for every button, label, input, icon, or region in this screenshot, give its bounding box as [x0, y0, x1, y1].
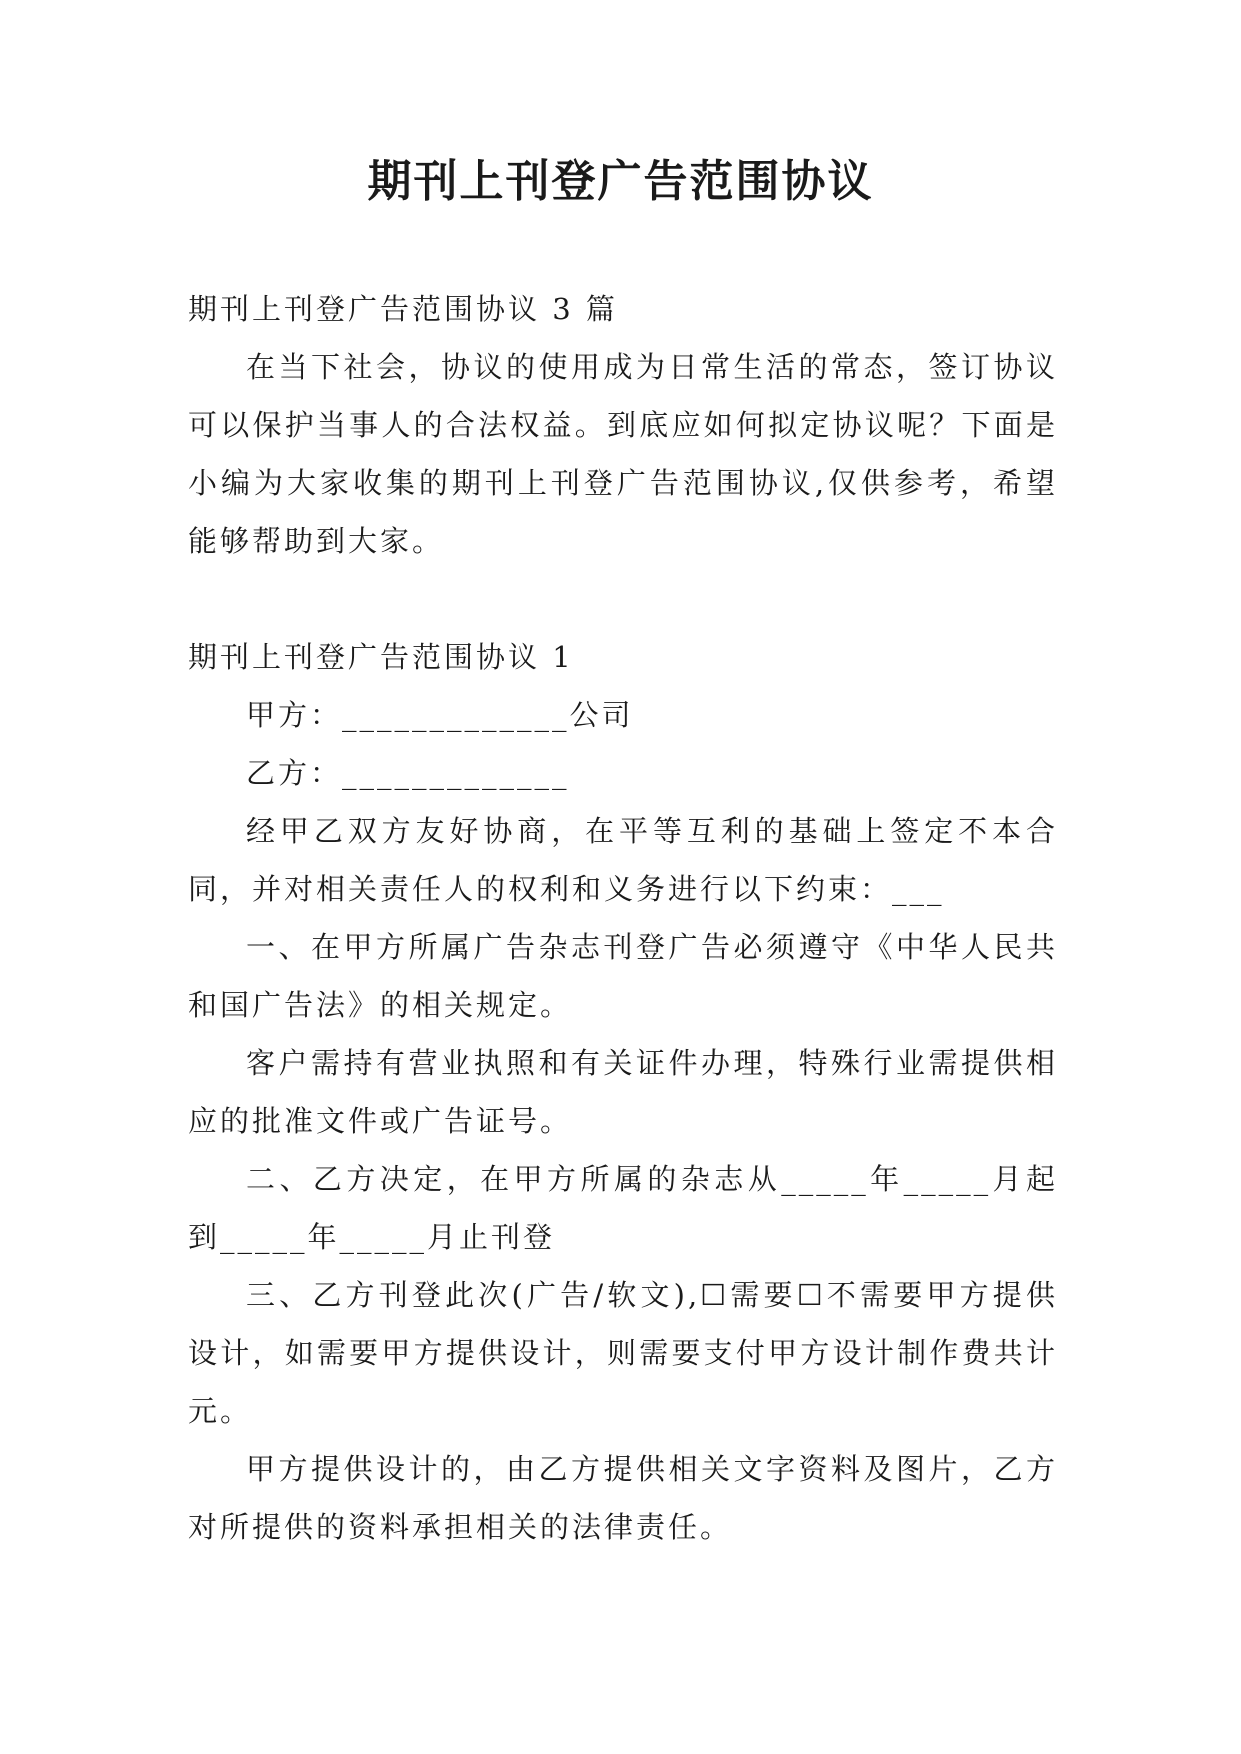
party-a-line: 甲方：_____________公司 — [246, 698, 634, 732]
section-spacer — [188, 570, 1058, 628]
license-paragraph: 客户需持有营业执照和有关证件办理，特殊行业需提供相应的批准文件或广告证号。 — [188, 1046, 1058, 1138]
intro-paragraph: 在当下社会，协议的使用成为日常生活的常态，签订协议可以保护当事人的合法权益。到底应如何拟定协议呢？下面是小编为大家收集的期刊上刊登广告范围协议,仅供参考，希望能够帮助到大家。 — [188, 350, 1058, 558]
clause-2-paragraph: 二、乙方决定，在甲方所属的杂志从_____年_____月起到_____年_____月止刊登 — [188, 1162, 1058, 1254]
party-b-line: 乙方：_____________ — [246, 756, 570, 790]
section-heading: 期刊上刊登广告范围协议 1 — [188, 640, 574, 674]
document-title: 期刊上刊登广告范围协议 — [367, 156, 874, 207]
clause-3-paragraph: 三、乙方刊登此次(广告/软文),☐需要☐不需要甲方提供设计，如需要甲方提供设计，则需要支付甲方设计制作费共计元。 — [188, 1278, 1058, 1428]
clause-1-paragraph: 一、在甲方所属广告杂志刊登广告必须遵守《中华人民共和国广告法》的相关规定。 — [188, 930, 1058, 1022]
document-subtitle: 期刊上刊登广告范围协议 3 篇 — [188, 292, 618, 326]
document-body — [188, 280, 1058, 1556]
negotiation-paragraph: 经甲乙双方友好协商，在平等互利的基础上签定不本合同，并对相关责任人的权利和义务进行以下约束：___ — [188, 814, 1058, 906]
design-paragraph: 甲方提供设计的，由乙方提供相关文字资料及图片，乙方对所提供的资料承担相关的法律责任。 — [188, 1452, 1058, 1544]
